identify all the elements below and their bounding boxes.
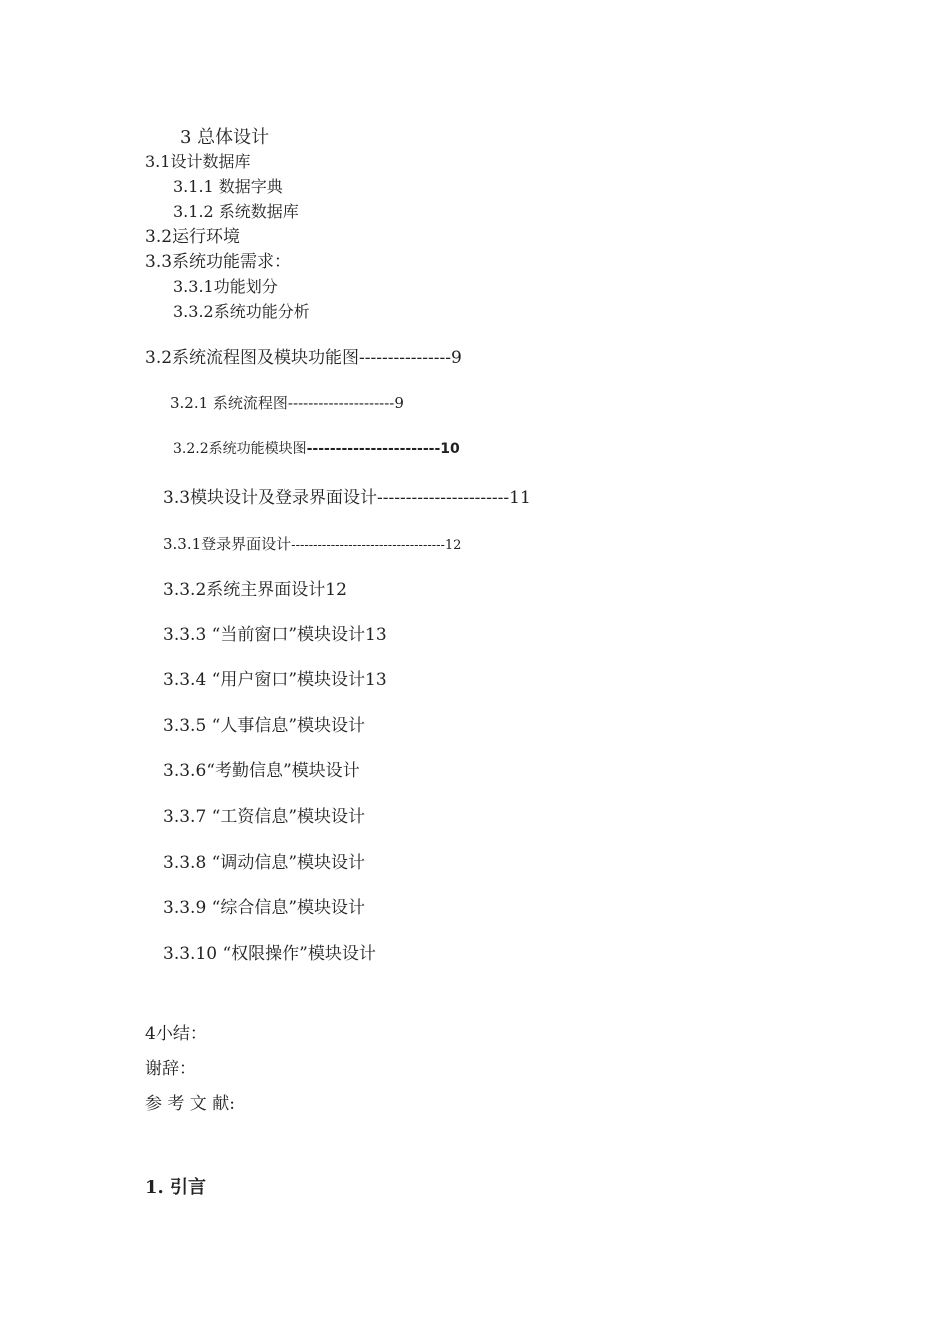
toc-entry-3-1: 3.1设计数据库	[145, 152, 251, 171]
section-heading: 1. 引言	[145, 1177, 207, 1198]
toc-entry-3-3-8: 3.3.8 “调动信息”模块设计	[163, 853, 366, 873]
toc-entry-3-3-module: 3.3模块设计及登录界面设计-----------------------11	[163, 488, 531, 508]
toc-entry-3-3-5: 3.3.5 “人事信息”模块设计	[163, 716, 366, 736]
toc-entry-3-1-1: 3.1.1 数据字典	[173, 177, 283, 196]
toc-entry-3-2-2	[173, 441, 460, 458]
toc-entry-3-3-3: 3.3.3 “当前窗口”模块设计13	[163, 625, 387, 645]
toc-entry-3-3-1-login-leader: -----------------------------------12	[291, 538, 462, 553]
toc-entry-3-2-1: 3.2.1 系统流程图---------------------9	[170, 394, 404, 412]
summary-heading: 4小结：	[145, 1024, 207, 1044]
toc-entry-3-2-2-title: 3.2.2系统功能模块图	[173, 441, 307, 457]
toc-entry-3-2-2-leader: -----------------------10	[306, 441, 460, 457]
toc-entry-3-3-1-division: 3.3.1功能划分	[173, 277, 278, 296]
toc-entry-3-3-6: 3.3.6“考勤信息”模块设计	[163, 761, 360, 781]
toc-entry-3-3-4: 3.3.4 “用户窗口”模块设计13	[163, 670, 387, 690]
toc-entry-3-2-env: 3.2运行环境	[145, 227, 241, 247]
toc-entry-3-3-2: 3.3.2系统主界面设计12	[163, 580, 347, 600]
toc-entry-3-1-2: 3.1.2 系统数据库	[173, 202, 299, 221]
references-heading: 参 考 文 献:	[145, 1094, 235, 1114]
toc-entry-3-3-1-login	[163, 535, 461, 554]
toc-entry-3-3-9: 3.3.9 “综合信息”模块设计	[163, 898, 366, 918]
thanks-heading: 谢辞：	[145, 1059, 196, 1079]
toc-entry-3-2-flow: 3.2系统流程图及模块功能图----------------9	[145, 348, 462, 368]
toc-entry-3-3-1-login-title: 3.3.1登录界面设计	[163, 535, 292, 553]
toc-entry-3-3-2-analysis: 3.3.2系统功能分析	[173, 302, 310, 321]
toc-entry-3-3-req: 3.3系统功能需求：	[145, 252, 292, 272]
toc-entry-3-3-10: 3.3.10 “权限操作”模块设计	[163, 944, 376, 964]
toc-entry-3-3-7: 3.3.7 “工资信息”模块设计	[163, 807, 366, 827]
toc-entry-3: 3 总体设计	[180, 127, 270, 148]
